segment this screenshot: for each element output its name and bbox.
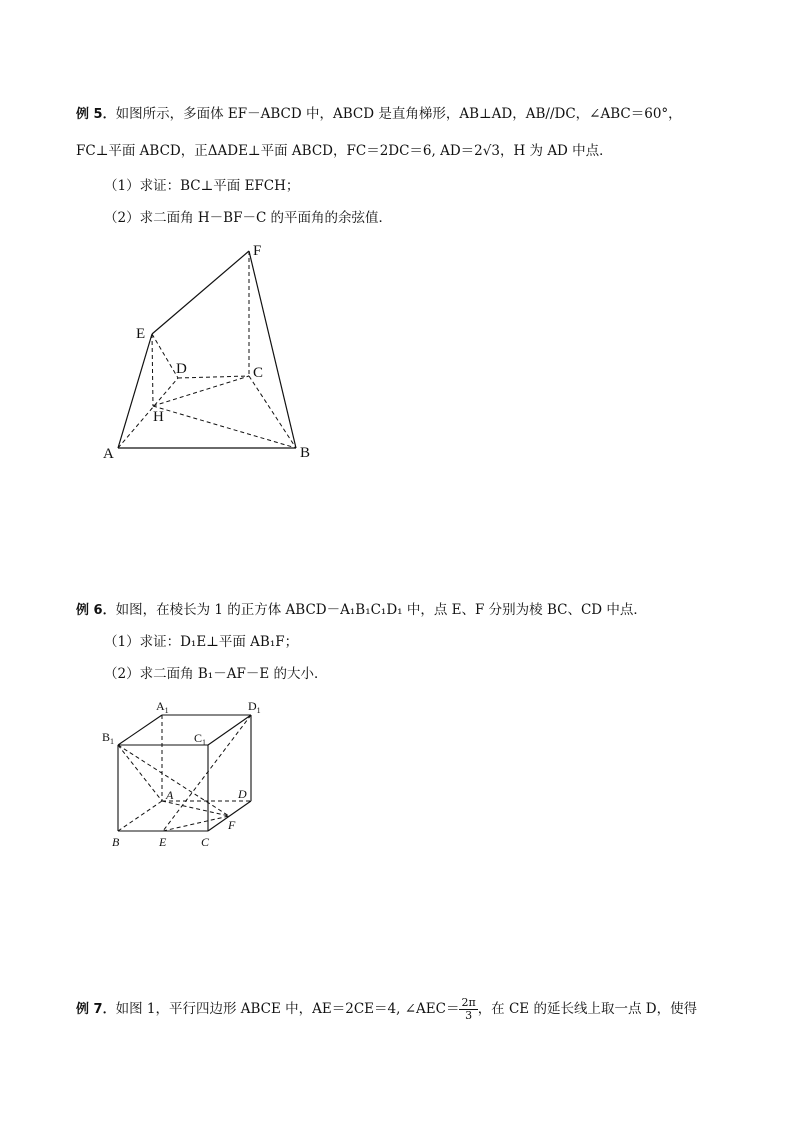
label-D: D [176,361,187,377]
label-A1: $A_1$ [156,699,169,715]
ex6-question1: （1）求证：D₁E⊥平面 AB₁F； [104,634,299,650]
ex5-label: 例 5． [76,107,116,122]
label-B1: $B_1$ [102,730,115,746]
ex7-label: 例 7． [76,1002,116,1017]
ex6-label: 例 6． [76,603,116,618]
edge-B1A1 [118,715,162,745]
ex5-line2: FC⊥平面 ABCD，正ΔADE⊥平面 ABCD，FC＝2DC＝6, AD＝2√3，H 为 AD 中点． [76,143,613,159]
edge-AF [162,801,229,816]
label-F: F [228,818,236,832]
fraction-denominator: 3 [465,1009,473,1022]
ex5-question1: （1）求证：BC⊥平面 EFCH； [104,178,300,194]
ex5-question2: （2）求二面角 H－BF－C 的平面角的余弦值． [104,210,393,226]
label-A: A [103,446,114,462]
label-B: B [112,835,120,849]
edge-D1E [163,715,251,831]
label-D: D [238,787,247,801]
edge-BA [118,801,162,831]
label-F: F [253,243,262,259]
label-H: H [153,409,164,425]
label-C: C [253,365,264,381]
edge-B1A [118,745,162,801]
ex7-text1b: ，在 CE 的延长线上取一点 D，使得 [477,1001,698,1017]
ex7-text1a: 如图 1，平行四边形 ABCE 中，AE＝2CE＝4, ∠AEC＝ [115,1001,460,1017]
ex5-text1: 如图所示，多面体 EF－ABCD 中，ABCD 是直角梯形，AB⊥AD，AB//DC，∠ABC＝60°， [115,106,682,122]
label-E: E [136,326,146,342]
ex7-line1 [76,996,697,1023]
edge-B1F [118,745,229,816]
ex6-text1: 如图，在棱长为 1 的正方体 ABCD－A₁B₁C₁D₁ 中，点 E、F 分别为棱 BC、CD 中点． [115,602,647,618]
label-C1: $C_1$ [194,731,207,747]
label-A: A [166,788,174,802]
label-B: B [300,445,311,461]
label-E: E [159,835,167,849]
fraction-numerator: 2π [461,996,476,1009]
edge-C1D1 [208,715,251,745]
ex6-question2: （2）求二面角 B₁－AF－E 的大小． [104,666,328,682]
label-C: C [201,835,210,849]
label-D1: $D_1$ [248,699,261,715]
angle-fraction [459,997,477,1022]
